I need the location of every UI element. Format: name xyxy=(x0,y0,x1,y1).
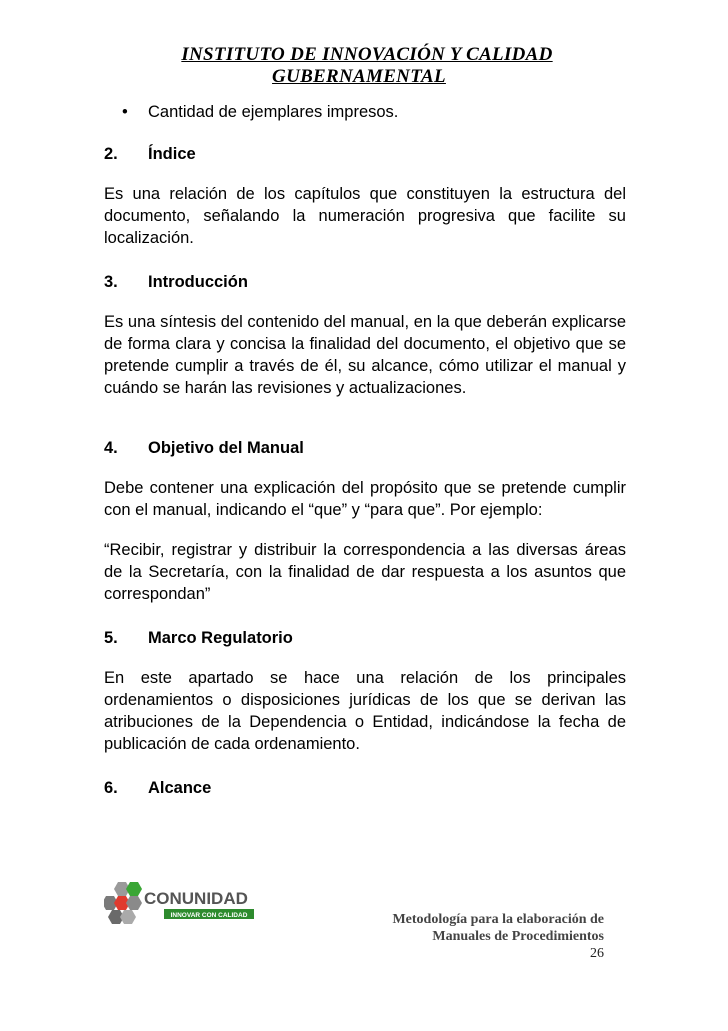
logo-wordmark: CONUNIDAD xyxy=(144,889,248,908)
footer-line-1: Metodología para la elaboración de xyxy=(392,912,604,927)
bullet-item xyxy=(122,101,626,123)
bullet-text: Cantidad de ejemplares impresos. xyxy=(148,103,399,121)
section-number: 2. xyxy=(104,145,118,163)
section-paragraph: Es una síntesis del contenido del manual, en la que deberán explicarse de forma clara y concisa la finalidad del documento, el objetivo que se pretende cumplir a través de él, su alcance, cómo utilizar el manual y cuándo se harán las revisiones y actualizaciones. xyxy=(104,313,626,397)
section-heading-marco-regulatorio xyxy=(104,627,626,649)
section-title: Alcance xyxy=(148,779,212,797)
section-title: Introducción xyxy=(148,273,248,291)
page-number: 26 xyxy=(590,946,604,961)
section-number: 6. xyxy=(104,779,118,797)
section-paragraph: Es una relación de los capítulos que constituyen la estructura del documento, señalando la numeración progresiva que facilite su localización. xyxy=(104,185,626,247)
section-number: 3. xyxy=(104,273,118,291)
document-body xyxy=(104,101,626,817)
section-heading-introduccion xyxy=(104,271,626,293)
conunidad-logo xyxy=(104,880,254,928)
section-paragraph: Debe contener una explicación del propósito que se pretende cumplir con el manual, indicando el “que” y “para que”. Por ejemplo: xyxy=(104,479,626,519)
hexagon-cluster-icon xyxy=(104,882,142,924)
footer-caption xyxy=(360,911,604,962)
section-number: 5. xyxy=(104,629,118,647)
section-title: Marco Regulatorio xyxy=(148,629,293,647)
logo-tagline: INNOVAR CON CALIDAD xyxy=(170,912,248,919)
example-quote: “Recibir, registrar y distribuir la correspondencia a las diversas áreas de la Secretaría, con la finalidad de dar respuesta a los asuntos que correspondan” xyxy=(104,541,626,603)
paragraph-gap xyxy=(104,521,626,539)
header-line-2: GUBERNAMENTAL xyxy=(272,66,446,87)
section-heading-alcance xyxy=(104,777,626,799)
document-header xyxy=(120,44,598,88)
footer-line-2: Manuales de Procedimientos xyxy=(432,929,604,944)
section-title: Objetivo del Manual xyxy=(148,439,304,457)
section-heading-indice xyxy=(104,143,626,165)
section-paragraph: En este apartado se hace una relación de los principales ordenamientos o disposiciones jurídicas de los que se derivan las atribuciones de la Dependencia o Entidad, indicándose la fecha de publicación de cada ordenamiento. xyxy=(104,669,626,753)
bullet-dot: • xyxy=(122,103,128,121)
section-number: 4. xyxy=(104,439,118,457)
section-heading-objetivo xyxy=(104,437,626,459)
header-line-1: INSTITUTO DE INNOVACIÓN Y CALIDAD xyxy=(181,44,553,65)
section-title: Índice xyxy=(148,145,196,163)
